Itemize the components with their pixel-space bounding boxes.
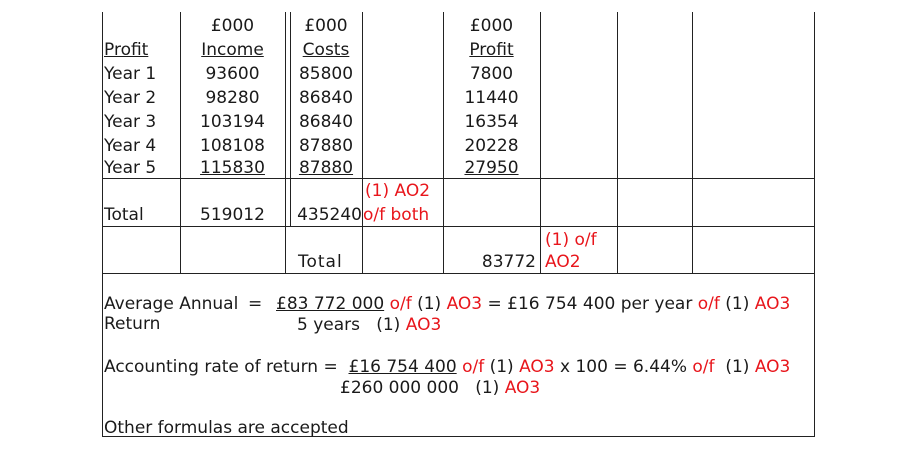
profit-unit: £000 <box>469 16 514 36</box>
total-income: 519012 <box>200 205 265 225</box>
row-label: Year 1 <box>104 64 157 84</box>
profit-row-header: Profit <box>104 40 149 60</box>
costs-cell: 86840 <box>298 112 354 132</box>
avg-label-line2: Return <box>104 314 161 334</box>
income-cell: 115830 <box>200 158 265 178</box>
arr-result-mark: (1) <box>725 357 750 377</box>
arr-denominator: £260 000 000 <box>340 378 459 398</box>
avg-numerator-line <box>276 294 790 314</box>
other-formulas-note: Other formulas are accepted <box>104 418 349 438</box>
arr-result-of: o/f <box>692 357 715 377</box>
arr-numerator-ao: AO3 <box>519 357 555 377</box>
arr-result-ao: AO3 <box>754 357 791 377</box>
avg-result-ao: AO3 <box>754 294 791 314</box>
profit-total-mark-line1: (1) o/f <box>545 230 597 250</box>
profit-total-mark-line2: AO2 <box>545 252 581 272</box>
arr-label: Accounting rate of return = <box>104 357 338 377</box>
costs-header: Costs <box>302 40 350 60</box>
income-cell: 108108 <box>200 136 265 156</box>
avg-numerator: £83 772 000 <box>276 294 385 314</box>
avg-result-of: o/f <box>697 294 720 314</box>
costs-cell: 87880 <box>298 158 354 178</box>
income-cell: 98280 <box>205 88 260 108</box>
avg-numerator-ao: AO3 <box>446 294 483 314</box>
total-label: Total <box>104 205 144 225</box>
income-cell: 93600 <box>205 64 260 84</box>
arr-numerator: £16 754 400 <box>348 357 457 377</box>
costs-cell: 85800 <box>298 64 354 84</box>
avg-numerator-of: o/f <box>389 294 412 314</box>
avg-result-mark: (1) <box>725 294 750 314</box>
row-label: Year 2 <box>104 88 157 108</box>
arr-numerator-of: o/f <box>462 357 485 377</box>
total-mark-line2: o/f both <box>363 205 430 225</box>
row-label: Year 3 <box>104 112 157 132</box>
avg-numerator-mark: (1) <box>417 294 442 314</box>
income-unit: £000 <box>210 16 255 36</box>
income-header: Income <box>201 40 264 60</box>
profit-cell: 20228 <box>464 136 519 156</box>
profit-cell: 11440 <box>464 88 519 108</box>
profit-header: Profit <box>469 40 514 60</box>
avg-label-line1: Average Annual <box>104 294 239 314</box>
income-cell: 103194 <box>200 112 265 132</box>
arr-line2 <box>340 378 540 398</box>
total-costs: 435240 <box>297 205 362 225</box>
arr-denominator-mark: (1) <box>475 378 500 398</box>
avg-denominator: 5 years <box>297 315 361 335</box>
arr-denominator-ao: AO3 <box>504 378 541 398</box>
profit-cell: 7800 <box>469 64 514 84</box>
avg-result: = £16 754 400 per year <box>487 294 693 314</box>
arr-mult: x 100 = 6.44% <box>560 357 687 377</box>
total-mark-line1: (1) AO2 <box>365 181 431 201</box>
profit-cell: 16354 <box>464 112 519 132</box>
avg-denominator-mark: (1) <box>376 315 401 335</box>
row-label: Year 4 <box>104 136 157 156</box>
profit-total-label: Total <box>298 252 343 272</box>
profit-total-value: 83772 <box>481 252 536 272</box>
row-label: Year 5 <box>104 158 157 178</box>
arr-numerator-mark: (1) <box>489 357 514 377</box>
avg-denominator-ao: AO3 <box>405 315 442 335</box>
avg-equals: = <box>248 294 263 314</box>
costs-unit: £000 <box>304 16 348 36</box>
costs-cell: 86840 <box>298 88 354 108</box>
costs-cell: 87880 <box>298 136 354 156</box>
avg-denominator-line <box>297 315 441 335</box>
arr-line1 <box>104 357 790 377</box>
profit-cell: 27950 <box>464 158 519 178</box>
